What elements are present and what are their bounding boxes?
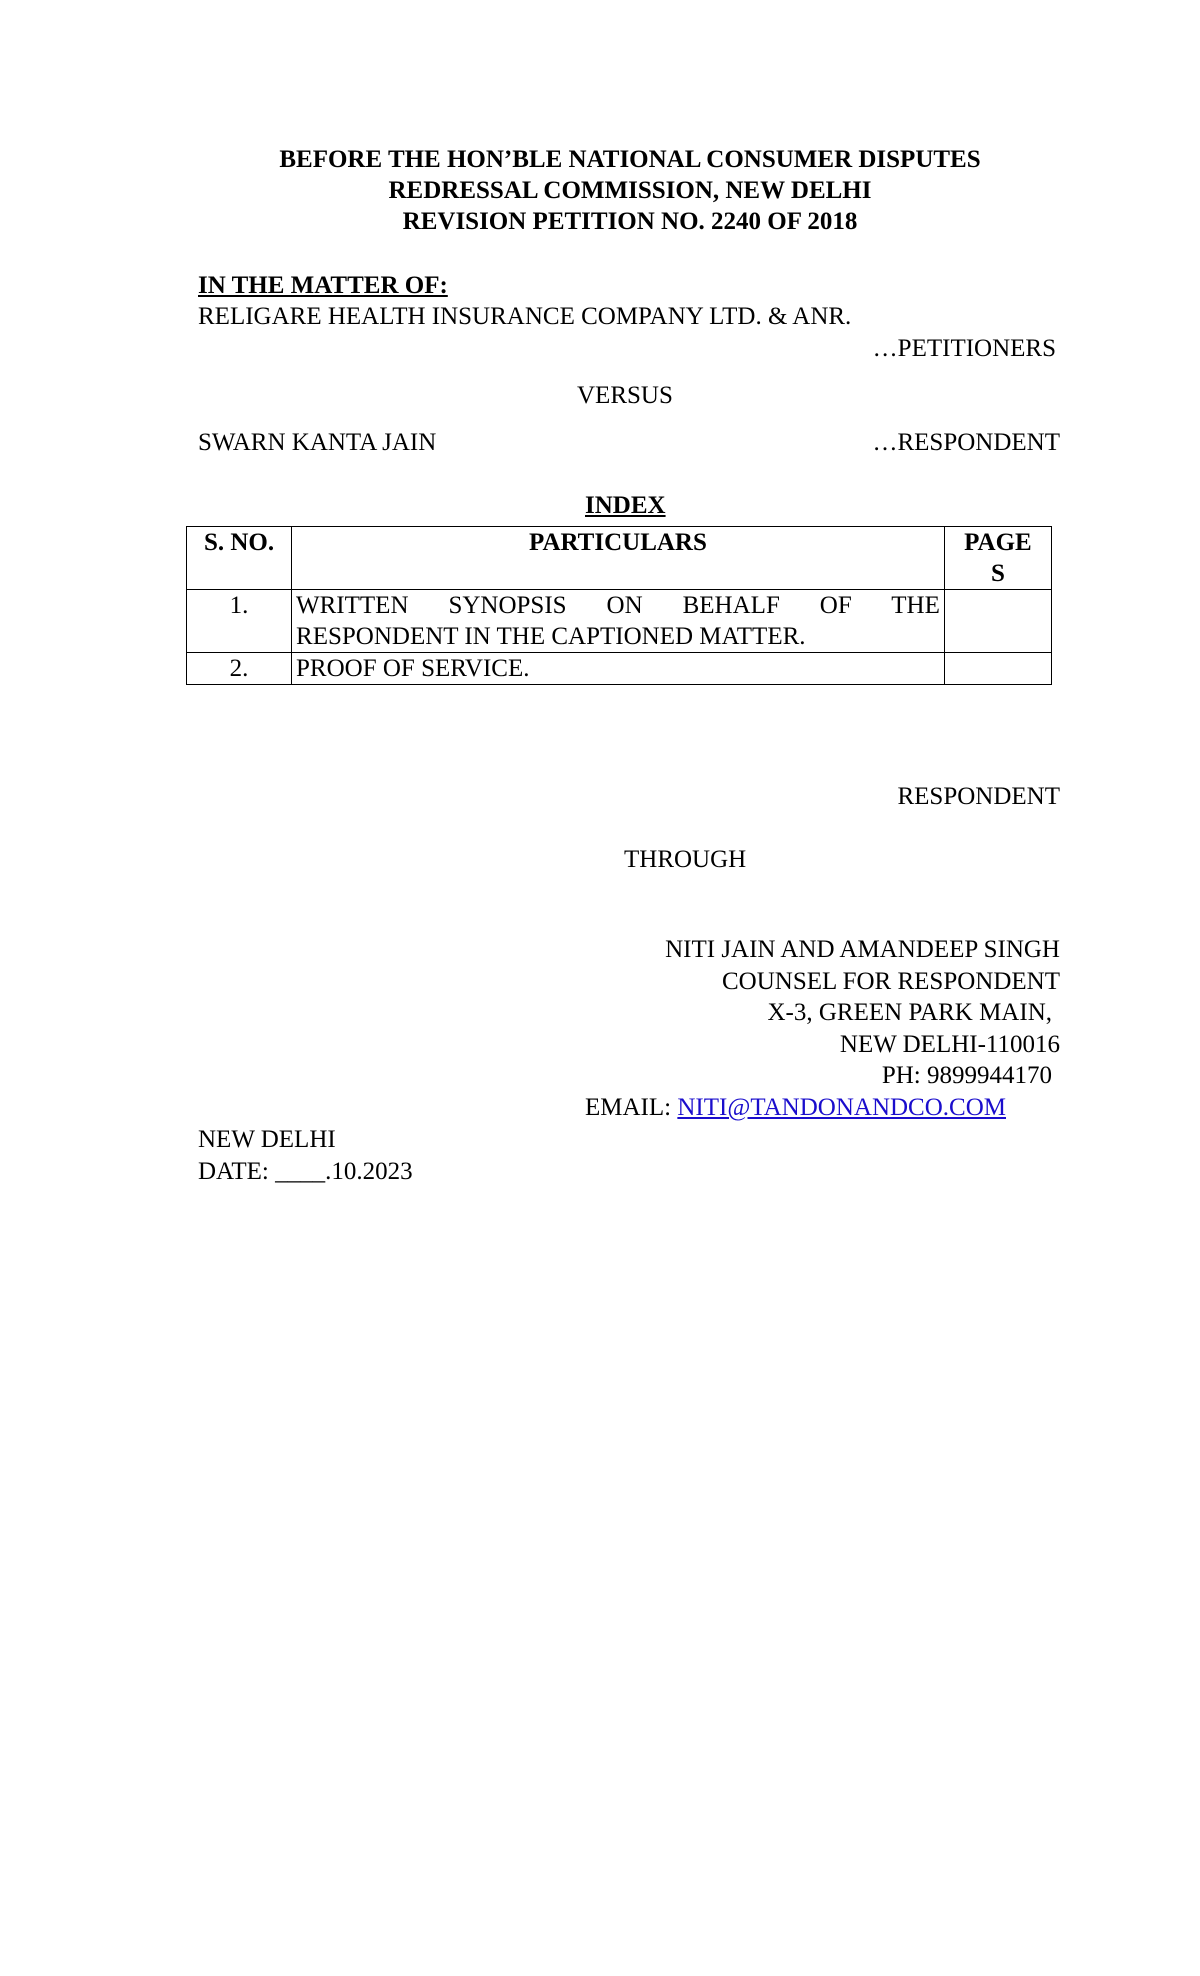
counsel-title: COUNSEL FOR RESPONDENT — [721, 968, 1060, 995]
table-row — [187, 590, 1052, 653]
index-title: INDEX — [585, 492, 666, 519]
respondent-name: SWARN KANTA JAIN — [198, 429, 437, 456]
court-title-line-1: BEFORE THE HON’BLE NATIONAL CONSUMER DISPUTES — [279, 146, 981, 173]
address-line-2: NEW DELHI-110016 — [839, 1031, 1060, 1058]
row-particulars: WRITTEN SYNOPSIS ON BEHALF OF THE RESPONDENT IN THE CAPTIONED MATTER. — [292, 590, 945, 653]
row-particulars: PROOF OF SERVICE. — [292, 653, 945, 685]
email-label: EMAIL: — [585, 1094, 678, 1121]
matter-label: IN THE MATTER OF: — [198, 272, 448, 299]
date-label: DATE: ____.10.2023 — [198, 1158, 413, 1185]
address-line-1: X-3, GREEN PARK MAIN, — [767, 999, 1052, 1026]
column-header-pages — [944, 527, 1051, 590]
place-label: NEW DELHI — [198, 1126, 336, 1153]
petitioner-name: RELIGARE HEALTH INSURANCE COMPANY LTD. & ANR. — [198, 303, 852, 330]
row-pages — [944, 590, 1051, 653]
index-header-row — [187, 527, 1052, 590]
column-header-particulars: PARTICULARS — [292, 527, 945, 590]
through-label: THROUGH — [624, 846, 747, 873]
email-line — [585, 1092, 1006, 1123]
court-title-line-2: REDRESSAL COMMISSION, NEW DELHI — [388, 177, 872, 204]
phone-number: PH: 9899944170 — [881, 1062, 1052, 1089]
petitioner-role: …PETITIONERS — [872, 335, 1056, 362]
respondent-role: …RESPONDENT — [872, 429, 1060, 456]
row-pages — [944, 653, 1051, 685]
counsel-names: NITI JAIN AND AMANDEEP SINGH — [665, 936, 1060, 963]
petition-number: REVISION PETITION NO. 2240 OF 2018 — [402, 208, 858, 235]
column-header-pages-line-1: PAGE — [964, 529, 1032, 556]
index-table — [186, 526, 1052, 685]
email-link[interactable]: NITI@TANDONANDCO.COM — [677, 1094, 1006, 1121]
row-sno: 1. — [187, 590, 292, 653]
column-header-sno: S. NO. — [187, 527, 292, 590]
versus-label: VERSUS — [577, 382, 673, 409]
table-row — [187, 653, 1052, 685]
column-header-pages-line-2: S — [990, 560, 1005, 587]
row-sno: 2. — [187, 653, 292, 685]
signature-party: RESPONDENT — [897, 783, 1060, 810]
